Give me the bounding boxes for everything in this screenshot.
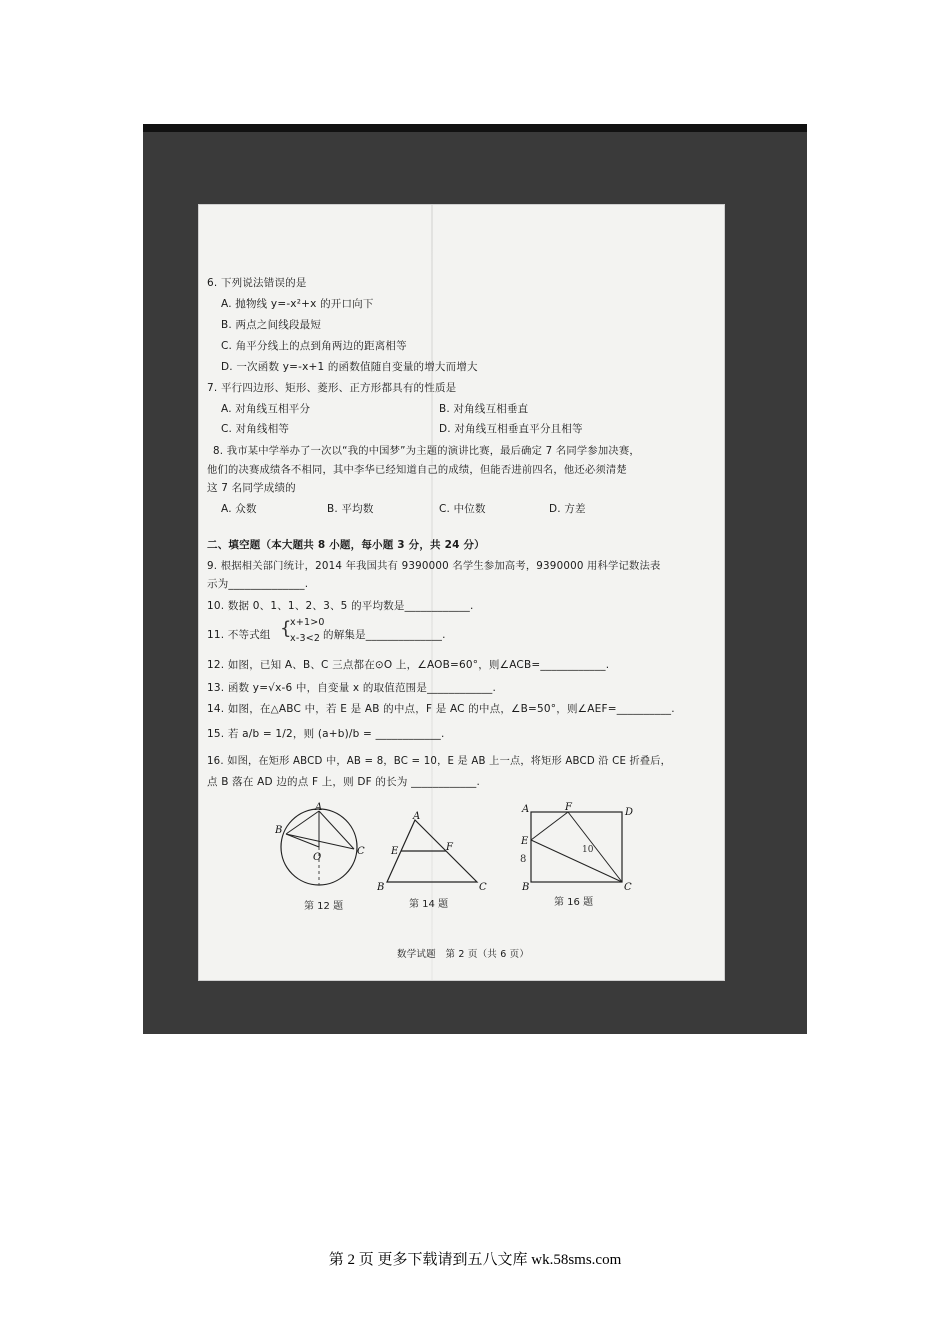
label-a: A [413,811,421,822]
q9-line2: 示为______________. [207,578,309,590]
chord-ab [286,811,319,834]
q8-option-d: D. 方差 [549,503,586,515]
label-f: F [565,802,572,813]
q6-option-a: A. 抛物线 y=-x²+x 的开口向下 [221,298,374,310]
handwritten-8: 8 [520,854,527,865]
q8-option-c: C. 中位数 [439,503,486,515]
segment-ef [531,812,568,840]
q13: 13. 函数 y=√x-6 中，自变量 x 的取值范围是____________. [207,682,497,694]
q6-option-d: D. 一次函数 y=-x+1 的函数值随自变量的增大而增大 [221,361,478,373]
q7-option-a: A. 对角线互相平分 [221,403,311,415]
q16-line1: 16. 如图，在矩形 ABCD 中，AB = 8，BC = 10，E 是 AB 上一点，将矩形 ABCD 沿 CE 折叠后， [207,756,672,767]
figure-12-caption: 第 12 题 [304,901,344,912]
q6-option-c: C. 角平分线上的点到角两边的距离相等 [221,340,407,352]
label-b: B [377,882,385,890]
scan-top-edge [143,124,807,132]
q11-inequality-1: x+1>0 [290,617,325,628]
handwritten-10: 10 [582,845,594,855]
q8-option-a: A. 众数 [221,503,257,515]
document-footer: 第 2 页 更多下载请到五八文库 wk.58sms.com [328,1252,622,1268]
label-f: F [446,842,453,853]
q7-option-b: B. 对角线互相垂直 [439,403,529,415]
figure-16 [514,800,642,892]
figure-12 [275,802,371,898]
q11-suffix: 的解集是______________. [323,629,446,641]
label-c: C [624,882,632,892]
label-b: B [522,882,530,892]
q15: 15. 若 a/b = 1/2，则 (a+b)/b = ____________. [207,728,445,740]
q12: 12. 如图，已知 A、B、C 三点都在⊙O 上，∠AOB=60°，则∠ACB=____________. [207,659,610,671]
exam-paper [199,205,724,980]
label-a: A [522,804,530,815]
label-e: E [521,836,529,847]
q7-option-d: D. 对角线互相垂直平分且相等 [439,423,583,435]
chord-bc [286,834,354,849]
section-2-heading: 二、填空题（本大题共 8 小题，每小题 3 分，共 24 分） [207,539,485,551]
figure-14 [377,810,495,890]
label-d: D [625,807,634,818]
fold-line-ce [531,840,622,882]
q7-option-c: C. 对角线相等 [221,423,290,435]
q8-line2: 他们的决赛成绩各不相同，其中李华已经知道自己的成绩，但能否进前四名，他还必须清楚 [207,464,627,476]
figure-16-caption: 第 16 题 [554,897,594,908]
q7-stem: 7. 平行四边形、矩形、菱形、正方形都具有的性质是 [207,382,457,394]
paper-page-number: 数学试题 第 2 页（共 6 页） [397,949,530,960]
label-c: C [357,846,365,857]
segment-fc [568,812,622,882]
q11-prefix: 11. 不等式组 [207,629,271,641]
q11-brace: { [280,618,292,639]
q11-inequality-2: x-3<2 [290,633,321,644]
label-c: C [479,882,487,890]
q10: 10. 数据 0、1、1、2、3、5 的平均数是____________. [207,600,474,612]
figure-14-caption: 第 14 题 [409,899,449,910]
q8-line1: 8. 我市某中学举办了一次以“我的中国梦”为主题的演讲比赛，最后确定 7 名同学参加决赛， [213,445,640,457]
q8-line3: 这 7 名同学成绩的 [207,482,296,494]
q6-stem: 6. 下列说法错误的是 [207,277,307,289]
label-e: E [391,846,399,857]
q16-line2: 点 B 落在 AD 边的点 F 上，则 DF 的长为 ____________. [207,776,481,788]
label-a: A [315,802,323,813]
label-o: O [313,852,322,863]
q6-option-b: B. 两点之间线段最短 [221,319,322,331]
chord-ac [319,811,354,849]
q9-line1: 9. 根据相关部门统计，2014 年我国共有 9390000 名学生参加高考，9390000 用科学记数法表 [207,560,661,572]
q14: 14. 如图，在△ABC 中，若 E 是 AB 的中点，F 是 AC 的中点，∠B=50°，则∠AEF=__________. [207,703,675,715]
q8-option-b: B. 平均数 [327,503,374,515]
label-b: B [275,825,283,836]
